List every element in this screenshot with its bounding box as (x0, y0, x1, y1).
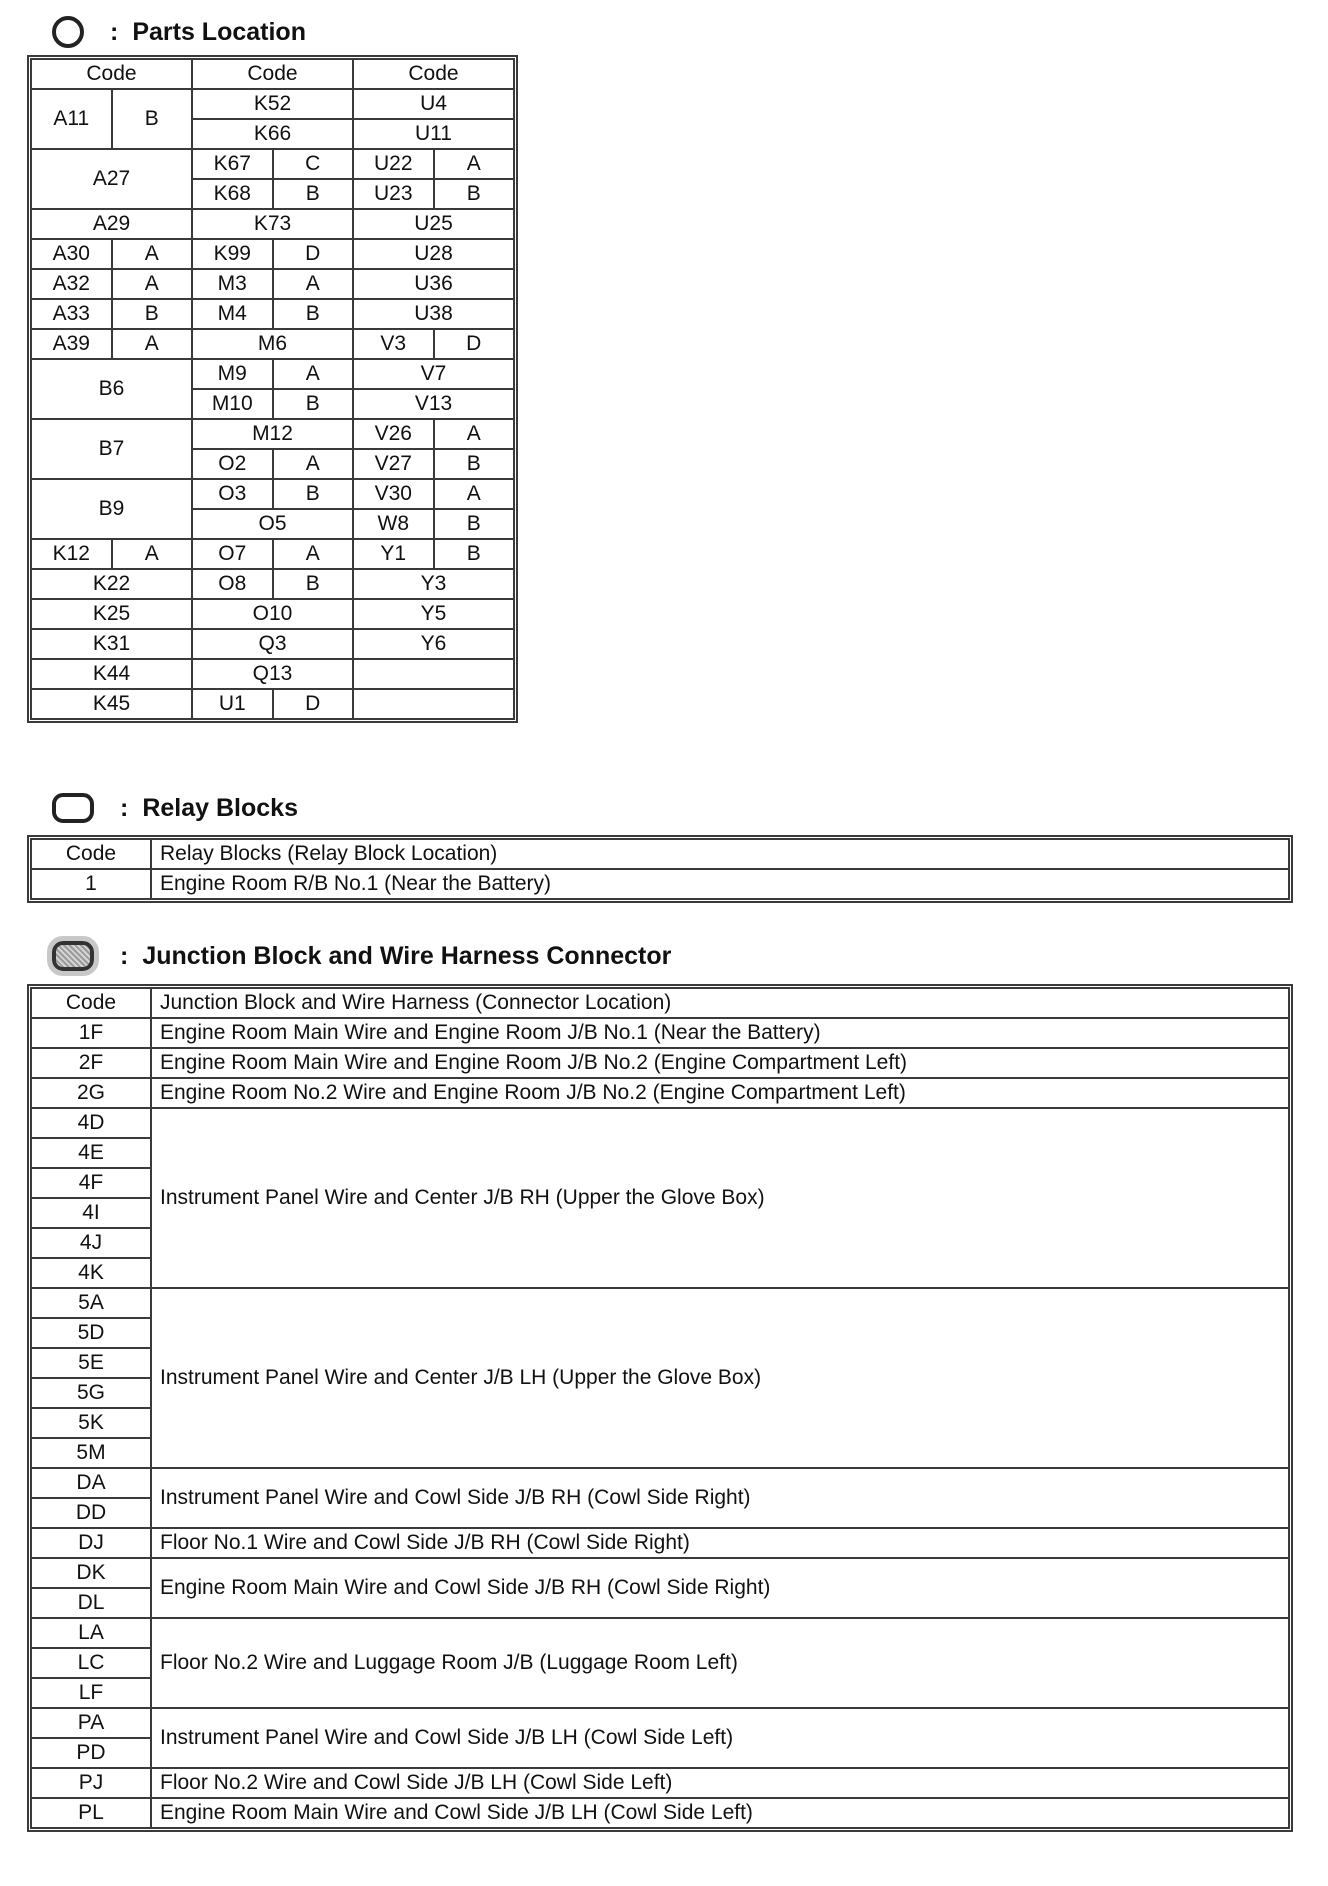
junction-block-heading (52, 936, 671, 976)
table-row (31, 149, 514, 179)
table-cell: A (273, 539, 354, 569)
location-description: Instrument Panel Wire and Center J/B LH (Upper the Glove Box) (151, 1288, 1289, 1468)
code-cell: 4I (31, 1198, 151, 1228)
table-cell: B9 (31, 479, 192, 539)
table-cell: B (273, 179, 354, 209)
location-description: Engine Room No.2 Wire and Engine Room J/B No.2 (Engine Compartment Left) (151, 1078, 1289, 1108)
table-cell: D (273, 239, 354, 269)
table-cell: K67 (192, 149, 273, 179)
table-cell: A (112, 269, 193, 299)
table-cell: B (273, 479, 354, 509)
table-cell: K52 (192, 89, 353, 119)
table-cell: K73 (192, 209, 353, 239)
table-cell: V30 (353, 479, 434, 509)
table-cell: A27 (31, 149, 192, 209)
table-cell: A (273, 359, 354, 389)
code-cell: 4E (31, 1138, 151, 1168)
table-cell: A (434, 419, 515, 449)
table-cell: O8 (192, 569, 273, 599)
heading-colon: : (120, 941, 129, 970)
code-cell: DD (31, 1498, 151, 1528)
location-description: Instrument Panel Wire and Center J/B RH (Upper the Glove Box) (151, 1108, 1289, 1288)
table-cell: V27 (353, 449, 434, 479)
table-row (31, 209, 514, 239)
location-description: Engine Room Main Wire and Cowl Side J/B LH (Cowl Side Left) (151, 1798, 1289, 1828)
code-cell: PL (31, 1798, 151, 1828)
table-cell: K44 (31, 659, 192, 689)
table-cell: A11 (31, 89, 112, 149)
table-row (31, 689, 514, 719)
code-cell: 2G (31, 1078, 151, 1108)
table-cell: K25 (31, 599, 192, 629)
table-cell: V3 (353, 329, 434, 359)
table-cell: B (434, 179, 515, 209)
table-cell: U23 (353, 179, 434, 209)
code-cell: LF (31, 1678, 151, 1708)
table-row (31, 869, 1289, 899)
location-description: Engine Room R/B No.1 (Near the Battery) (151, 869, 1289, 899)
table-row (31, 1768, 1289, 1798)
table-cell: U28 (353, 239, 514, 269)
table-cell: M4 (192, 299, 273, 329)
table-row (31, 659, 514, 689)
table-cell (353, 689, 514, 719)
table-cell: M10 (192, 389, 273, 419)
circle-icon (52, 16, 84, 48)
table-cell: B (434, 449, 515, 479)
table-row (31, 1108, 1289, 1138)
table-cell: A (434, 149, 515, 179)
table-row (31, 1288, 1289, 1318)
location-description: Instrument Panel Wire and Cowl Side J/B LH (Cowl Side Left) (151, 1708, 1289, 1768)
table-cell: B (273, 299, 354, 329)
code-cell: LC (31, 1648, 151, 1678)
table-cell: B (273, 389, 354, 419)
parts-location-table (30, 58, 515, 720)
table-cell: Y5 (353, 599, 514, 629)
table-cell: A29 (31, 209, 192, 239)
code-cell: DL (31, 1588, 151, 1618)
table-row (31, 1018, 1289, 1048)
table-cell: Y1 (353, 539, 434, 569)
code-cell: 4K (31, 1258, 151, 1288)
location-description: Engine Room Main Wire and Engine Room J/B No.1 (Near the Battery) (151, 1018, 1289, 1048)
location-description: Engine Room Main Wire and Cowl Side J/B RH (Cowl Side Right) (151, 1558, 1289, 1618)
table-cell: V7 (353, 359, 514, 389)
table-cell: A (273, 449, 354, 479)
code-cell: LA (31, 1618, 151, 1648)
heading-colon: : (120, 793, 129, 822)
table-row (31, 479, 514, 509)
code-cell: PD (31, 1738, 151, 1768)
table-cell: A (112, 539, 193, 569)
code-cell: 5G (31, 1378, 151, 1408)
table-cell: D (434, 329, 515, 359)
table-cell: U4 (353, 89, 514, 119)
table-row (31, 599, 514, 629)
code-cell: DA (31, 1468, 151, 1498)
code-cell: 5E (31, 1348, 151, 1378)
shaded-oval-icon (52, 941, 94, 971)
table-row (31, 299, 514, 329)
table-cell: B6 (31, 359, 192, 419)
table-row (31, 269, 514, 299)
table-row (31, 539, 514, 569)
table-cell: Y3 (353, 569, 514, 599)
code-cell: 4D (31, 1108, 151, 1138)
code-cell: 5A (31, 1288, 151, 1318)
table-cell: K99 (192, 239, 273, 269)
column-header: Code (192, 59, 353, 89)
table-cell: M12 (192, 419, 353, 449)
table-cell: W8 (353, 509, 434, 539)
table-cell: M9 (192, 359, 273, 389)
table-cell: Y6 (353, 629, 514, 659)
table-cell: U11 (353, 119, 514, 149)
table-cell: O3 (192, 479, 273, 509)
code-cell: 5K (31, 1408, 151, 1438)
table-cell: U22 (353, 149, 434, 179)
table-cell: A (434, 479, 515, 509)
table-cell: Q3 (192, 629, 353, 659)
table-cell: U38 (353, 299, 514, 329)
table-cell: K66 (192, 119, 353, 149)
table-row (31, 1618, 1289, 1648)
table-cell: O5 (192, 509, 353, 539)
junction-block-title: Junction Block and Wire Harness Connector (142, 941, 672, 970)
table-cell: K45 (31, 689, 192, 719)
table-cell: O7 (192, 539, 273, 569)
parts-header-row (31, 59, 514, 89)
table-cell: A39 (31, 329, 112, 359)
table-cell: A30 (31, 239, 112, 269)
heading-colon: : (110, 17, 119, 46)
code-cell: 5M (31, 1438, 151, 1468)
code-cell: 1F (31, 1018, 151, 1048)
table-row (31, 1078, 1289, 1108)
relay-header-row (31, 839, 1289, 869)
oval-icon (52, 793, 94, 823)
table-cell: B (434, 509, 515, 539)
table-cell: B7 (31, 419, 192, 479)
table-row (31, 629, 514, 659)
table-row (31, 1708, 1289, 1738)
code-cell: 5D (31, 1318, 151, 1348)
code-cell: 4J (31, 1228, 151, 1258)
table-cell: K31 (31, 629, 192, 659)
code-cell: 4F (31, 1168, 151, 1198)
junction-block-table (30, 987, 1290, 1829)
table-cell: A (273, 269, 354, 299)
code-cell: DJ (31, 1528, 151, 1558)
relay-blocks-heading (52, 788, 298, 828)
table-row (31, 419, 514, 449)
table-cell: V26 (353, 419, 434, 449)
table-cell: K22 (31, 569, 192, 599)
location-description: Floor No.2 Wire and Luggage Room J/B (Luggage Room Left) (151, 1618, 1289, 1708)
table-cell: B (112, 89, 193, 149)
table-row (31, 329, 514, 359)
table-cell: Q13 (192, 659, 353, 689)
table-cell: A32 (31, 269, 112, 299)
code-cell: 2F (31, 1048, 151, 1078)
location-description: Floor No.2 Wire and Cowl Side J/B LH (Cowl Side Left) (151, 1768, 1289, 1798)
table-cell: U25 (353, 209, 514, 239)
column-header: Code (31, 839, 151, 869)
table-cell: M3 (192, 269, 273, 299)
table-cell: U1 (192, 689, 273, 719)
table-cell: A (112, 329, 193, 359)
relay-blocks-title: Relay Blocks (142, 793, 298, 822)
table-row (31, 569, 514, 599)
parts-location-heading (52, 12, 306, 52)
code-cell: PA (31, 1708, 151, 1738)
table-row (31, 1048, 1289, 1078)
table-cell: D (273, 689, 354, 719)
column-header: Junction Block and Wire Harness (Connector Location) (151, 988, 1289, 1018)
table-cell: A (112, 239, 193, 269)
column-header: Relay Blocks (Relay Block Location) (151, 839, 1289, 869)
code-cell: 1 (31, 869, 151, 899)
code-cell: DK (31, 1558, 151, 1588)
table-cell: K12 (31, 539, 112, 569)
table-row (31, 1558, 1289, 1588)
column-header: Code (31, 988, 151, 1018)
table-cell: B (434, 539, 515, 569)
column-header: Code (31, 59, 192, 89)
table-cell: O2 (192, 449, 273, 479)
table-cell: M6 (192, 329, 353, 359)
relay-blocks-table (30, 838, 1290, 900)
table-cell: C (273, 149, 354, 179)
location-description: Engine Room Main Wire and Engine Room J/B No.2 (Engine Compartment Left) (151, 1048, 1289, 1078)
code-cell: PJ (31, 1768, 151, 1798)
junction-header-row (31, 988, 1289, 1018)
table-row (31, 1798, 1289, 1828)
location-description: Instrument Panel Wire and Cowl Side J/B RH (Cowl Side Right) (151, 1468, 1289, 1528)
table-row (31, 1528, 1289, 1558)
table-cell: U36 (353, 269, 514, 299)
parts-location-title: Parts Location (132, 17, 306, 46)
table-row (31, 359, 514, 389)
table-row (31, 89, 514, 119)
table-row (31, 239, 514, 269)
table-cell: A33 (31, 299, 112, 329)
table-cell: B (273, 569, 354, 599)
table-cell (353, 659, 514, 689)
column-header: Code (353, 59, 514, 89)
table-row (31, 1468, 1289, 1498)
table-cell: V13 (353, 389, 514, 419)
table-cell: B (112, 299, 193, 329)
table-cell: K68 (192, 179, 273, 209)
location-description: Floor No.1 Wire and Cowl Side J/B RH (Cowl Side Right) (151, 1528, 1289, 1558)
table-cell: O10 (192, 599, 353, 629)
